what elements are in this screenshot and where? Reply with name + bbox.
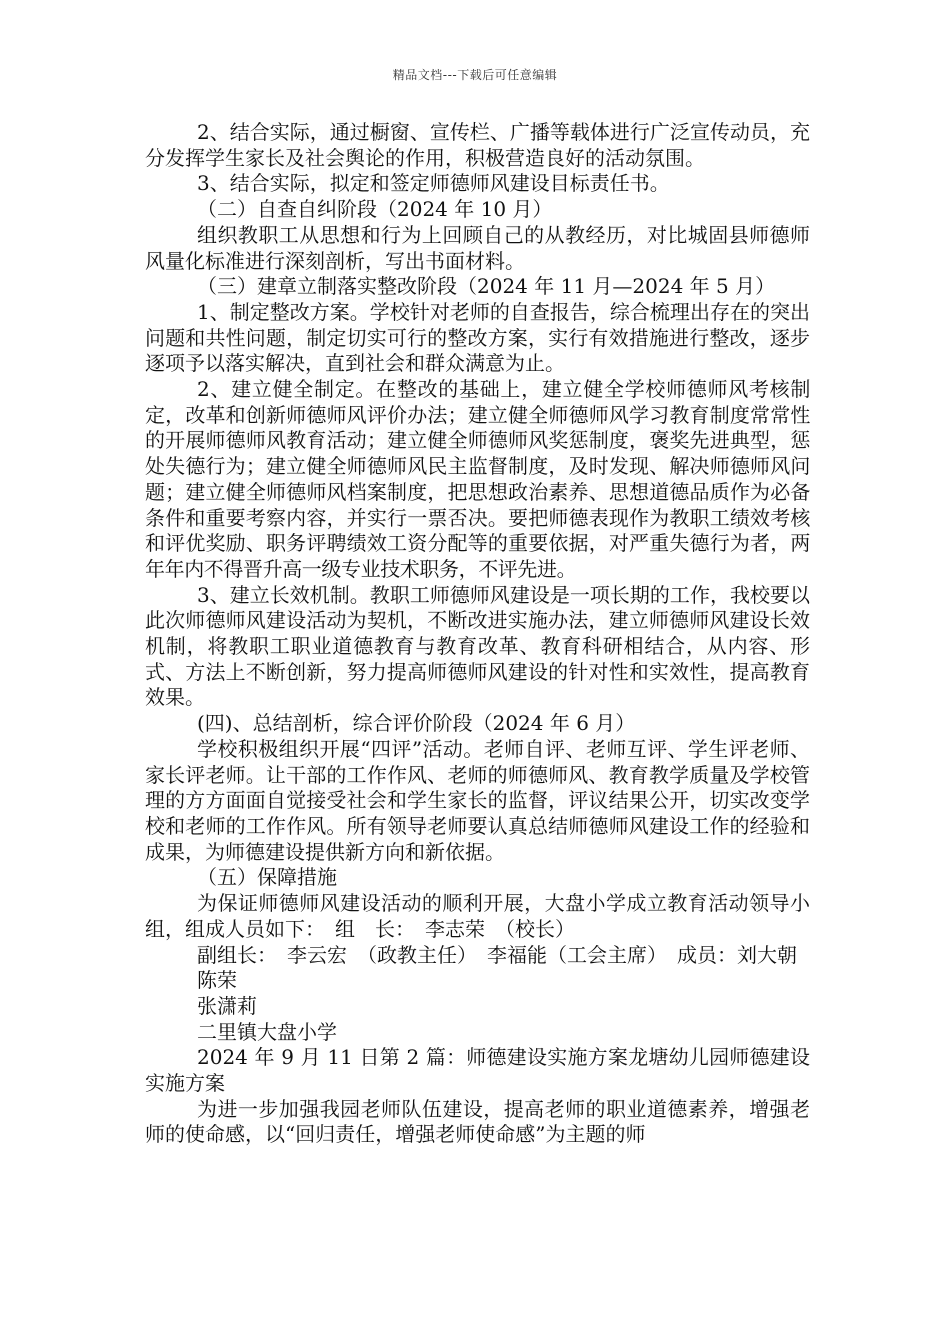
section-heading-safeguards: （五）保障措施 xyxy=(197,865,337,890)
section-heading-rectification: （三）建章立制落实整改阶段（2024 年 11 月—2024 年 5 月） xyxy=(197,274,776,299)
paragraph-evaluation: 学校积极组织开展“四评”活动。老师自评、老师互评、学生评老师、家长评老师。让干部的工作作风、老师的师德师风、教育教学质量及学校管理的方方面面自觉接受社会和学生家长的监督，评议结果公开，切实改变学校和老师的工作作风。所有领导老师要认真总结师德师风建设工作的经验和成果，为师德建设提供新方向和新依据。 xyxy=(145,736,810,864)
paragraph-publicity: 2、结合实际，通过橱窗、宣传栏、广播等载体进行广泛宣传动员，充分发挥学生家长及社会舆论的作用，积极营造良好的活动氛围。 xyxy=(145,120,810,170)
section-heading-summary: (四)、总结剖析，综合评价阶段（2024 年 6 月） xyxy=(197,711,636,736)
paragraph-long-term-mechanism: 3、建立长效机制。教职工师德师风建设是一项长期的工作，我校要以此次师德师风建设活动为契机，不断改进实施办法，建立师德师风建设长效机制，将教职工职业道德教育与教育改革、教育科研相结合，从内容、形式、方法上不断创新，努力提高师德师风建设的针对性和实效性，提高教育效果。 xyxy=(145,582,810,710)
paragraph-deputy-members: 副组长： 李云宏 （政教主任） 李福能（工会主席） 成员：刘大朝 xyxy=(197,942,797,967)
member-name-zhang: 张潇莉 xyxy=(197,993,257,1018)
member-name-chen: 陈荣 xyxy=(197,968,237,993)
document-body xyxy=(145,120,810,1148)
paragraph-system-building: 2、建立健全制定。在整改的基础上，建立健全学校师德师风考核制定，改革和创新师德师风评价办法；建立健全师德师风学习教育制度常常性的开展师德师风教育活动；建立健全师德师风奖惩制度，褒奖先进典型，惩处失德行为；建立健全师德师风民主监督制度，及时发现、解决师德师风问题；建立健全师德师风档案制度，把思想政治素养、思想道德品质作为必备条件和重要考察内容，并实行一票否决。要把师德表现作为教职工绩效考核和评优奖励、职务评聘绩效工资分配等的重要依据，对严重失德行为者，两年年内不得晋升高一级专业技术职务，不评先进。 xyxy=(145,377,810,581)
paragraph-rectification-plan: 1、制定整改方案。学校针对老师的自查报告，综合梳理出存在的突出问题和共性问题，制定切实可行的整改方案，实行有效措施进行整改，逐步逐项予以落实解决，直到社会和群众满意为止。 xyxy=(145,299,810,376)
school-signature: 二里镇大盘小学 xyxy=(197,1019,337,1044)
page-header: 精品文档---下载后可任意编辑 xyxy=(392,68,558,82)
paragraph-kindergarten-intro: 为进一步加强我园老师队伍建设，提高老师的职业道德素养，增强老师的使命感，以“回归责任，增强老师使命感”为主题的师 xyxy=(145,1096,810,1147)
section-heading-self-check: （二）自查自纠阶段（2024 年 10 月） xyxy=(197,197,553,222)
date-and-next-title: 2024 年 9 月 11 日第 2 篇：师德建设实施方案龙塘幼儿园师德建设实施方案 xyxy=(145,1045,810,1096)
paragraph-responsibility: 3、结合实际，拟定和签定师德师风建设目标责任书。 xyxy=(197,171,670,196)
paragraph-leadership-group: 为保证师德师风建设活动的顺利开展，大盘小学成立教育活动领导小组，组成人员如下： 组 长： 李志荣 （校长） xyxy=(145,891,810,941)
paragraph-self-check: 组织教职工从思想和行为上回顾自己的从教经历，对比城固县师德师风量化标准进行深刻剖析，写出书面材料。 xyxy=(145,222,810,273)
